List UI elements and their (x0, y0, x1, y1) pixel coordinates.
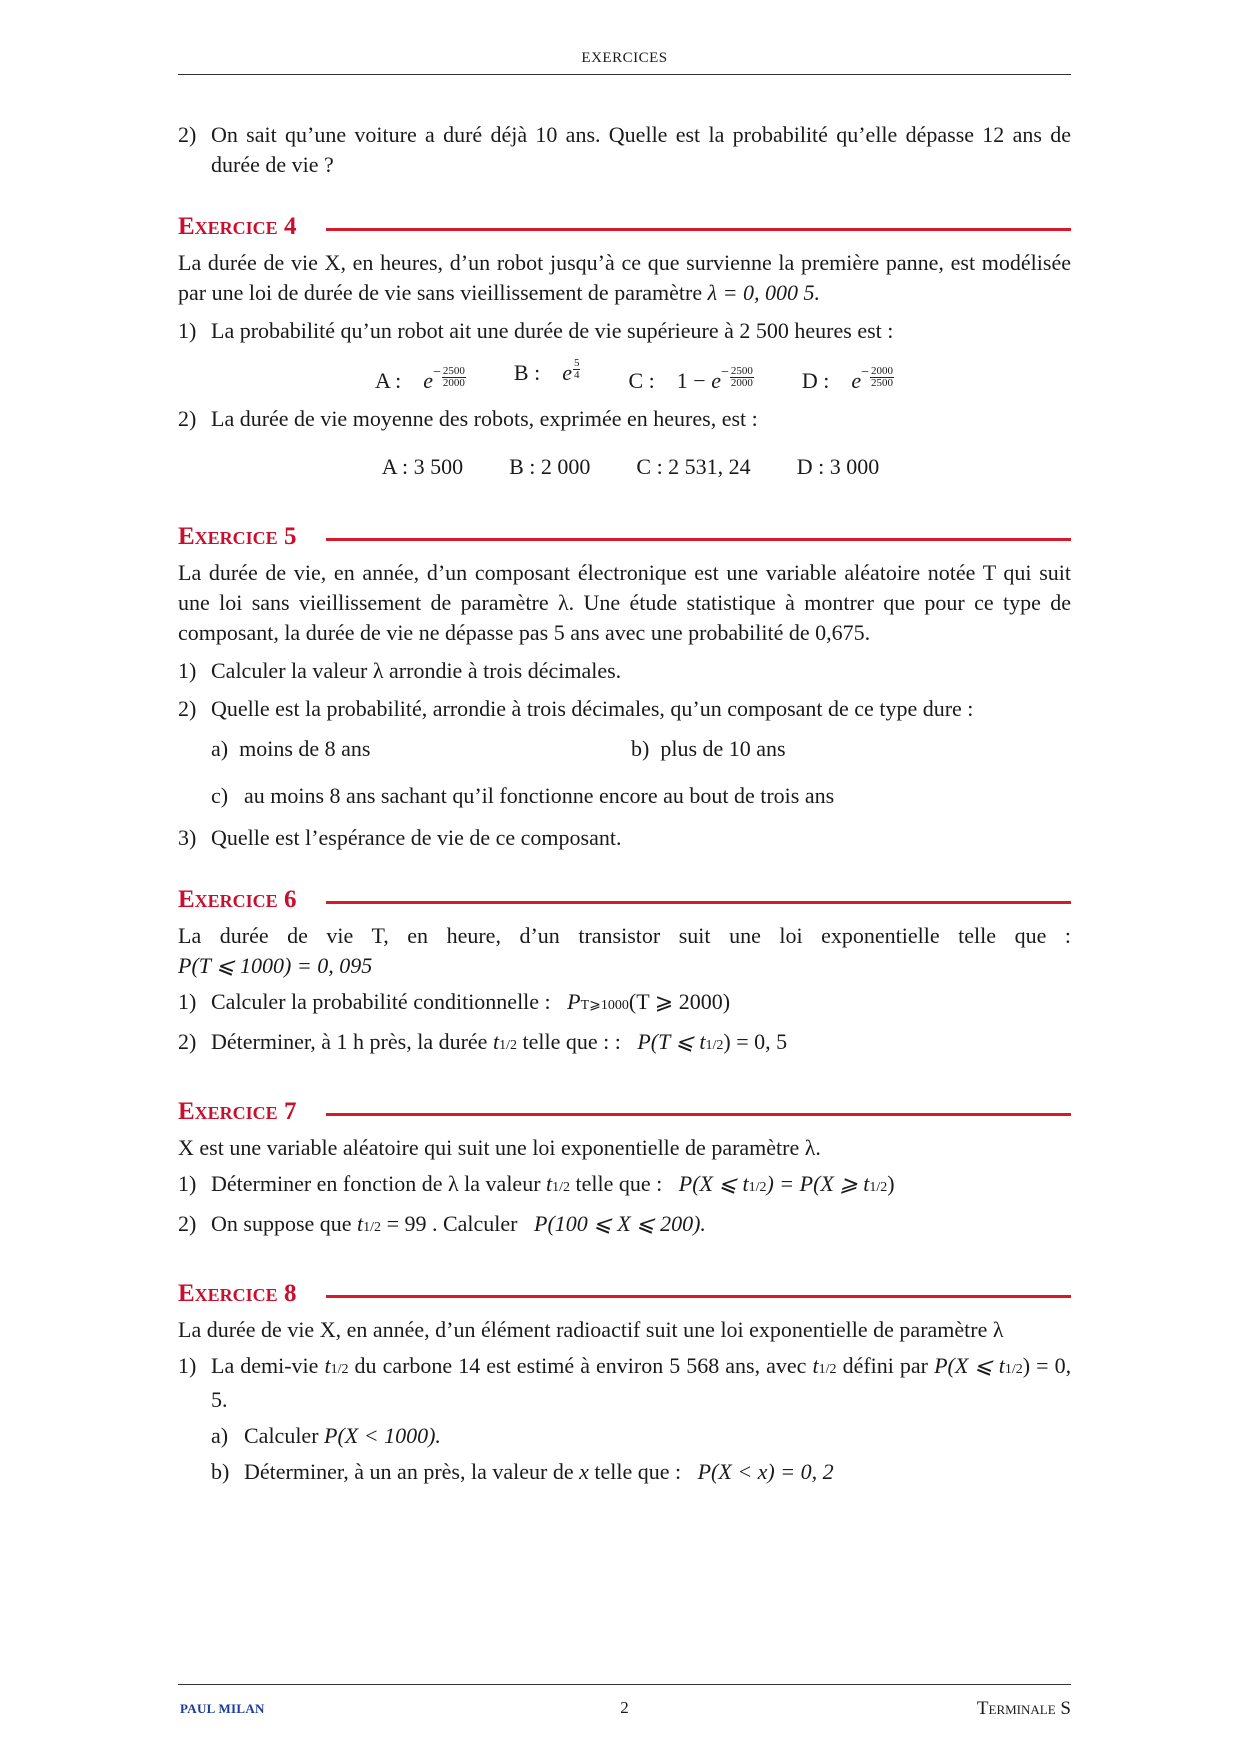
math-expr: ) (887, 1171, 895, 1196)
math-subscript: T⩾1000 (580, 998, 629, 1013)
exponent-fraction (870, 366, 894, 389)
item-number: 1) (178, 1171, 197, 1196)
item-number: 1) (178, 989, 197, 1014)
exercise-7-intro: X est une variable aléatoire qui suit une loi exponentielle de paramètre λ. (178, 1135, 821, 1160)
choice-label: C : (628, 368, 655, 393)
footer-level: Terminale S (976, 1698, 1071, 1719)
exercise-title-text: Exercice 7 (178, 1098, 297, 1125)
math-subscript: 1/2 (499, 1038, 517, 1053)
choice-label: D : (801, 368, 830, 393)
intro-text: La durée de vie X, en heures, d’un robot jusqu’à ce que survienne la première panne, est modélisée par une loi de durée de vie sans vieillissement de paramètre (178, 250, 1071, 305)
denominator: 2000 (442, 377, 465, 389)
sub-question-a (211, 734, 370, 764)
question-text: On sait qu’une voiture a duré déjà 10 ans. Quelle est la probabilité qu’elle dépasse 12 ans de durée de vie ? (211, 122, 1071, 177)
title-rule (326, 1295, 1071, 1298)
exercise-4-intro (178, 248, 1071, 308)
question-text: Déterminer, à 1 h près, la durée (211, 1029, 488, 1054)
ex7-question-1: 1) Déterminer en fonction de λ la valeur t1/2 telle que : P(X ⩽ t1/2) = P(X ⩾ t1/2) (178, 1169, 1071, 1203)
question-text: Quelle est l’espérance de vie de ce composant. (211, 825, 622, 850)
exercise-8-title (178, 1275, 1071, 1313)
question-text: telle que : : (522, 1029, 621, 1054)
ex5-question-1 (178, 656, 1071, 686)
choice-base: e (711, 368, 721, 393)
question-text: du carbone 14 est estimé à environ 5 568 ans, avec (354, 1353, 807, 1378)
math-expr: P(X < 1000). (324, 1423, 441, 1448)
ex5-q2-ab (178, 734, 1071, 764)
ex4-q2-choices (178, 452, 1071, 482)
exercise-5-intro: La durée de vie, en année, d’un composant électronique est une variable aléatoire notée T qui suit une loi sans vieillissement de paramètre λ. Une étude statistique à montrer que pour ce type de composant, la durée de vie ne dépasse pas 5 ans avec une probabilité de 0,675. (178, 560, 1071, 645)
footer-rule (178, 1684, 1071, 1685)
numerator: 5 (573, 357, 580, 369)
item-number: 1) (178, 318, 197, 343)
question-text: Quelle est la probabilité, arrondie à trois décimales, qu’un composant de ce type dure : (211, 696, 974, 721)
question-text: = 99 . Calculer (386, 1211, 518, 1236)
exercise-8-intro: La durée de vie X, en année, d’un élément radioactif suit une loi exponentielle de paramètre λ (178, 1317, 1004, 1342)
exercise-title-text: Exercice 5 (178, 523, 297, 550)
choice-base: e (851, 368, 862, 393)
math-expr: ) = 0, 5. (211, 1353, 1072, 1412)
math-expr: ) = 0, 5 (723, 1029, 788, 1054)
lambda-value: λ = 0, 000 5. (707, 280, 821, 305)
ex8-sub-question-b (178, 1457, 1071, 1487)
sub-question-b (631, 734, 786, 764)
ex6-question-2: 2) Déterminer, à 1 h près, la durée t1/2 telle que : : P(T ⩽ t1/2) = 0, 5 (178, 1027, 1071, 1061)
math-p: P (567, 989, 581, 1014)
exercise-6-title (178, 881, 1071, 919)
item-number: 2) (178, 122, 197, 147)
sub-text: moins de 8 ans (239, 736, 371, 761)
ex4-question-1 (178, 316, 1071, 346)
denominator: 2000 (730, 377, 753, 389)
choice-c: C : 2 531, 24 (636, 454, 751, 479)
sub-number: c) (211, 783, 229, 808)
exercise-title-text: Exercice 8 (178, 1280, 297, 1307)
denominator: 2500 (871, 377, 894, 389)
math-expr: P(X ⩽ (678, 1171, 743, 1196)
choice-a: A : 3 500 (381, 454, 464, 479)
sub-text: telle que : (594, 1459, 682, 1484)
page-number: 2 (620, 1698, 629, 1717)
math-expr: P(T ⩽ (637, 1029, 700, 1054)
exercise-7-title (178, 1093, 1071, 1131)
numerator: 2000 (871, 365, 894, 377)
sub-text: au moins 8 ans sachant qu’il fonctionne encore au bout de trois ans (244, 783, 835, 808)
question-text: Déterminer en fonction de λ la valeur (211, 1171, 541, 1196)
footer-author: PAUL MILAN (180, 1701, 265, 1716)
exercise-5-title (178, 518, 1071, 556)
choice-b: B : 2 000 (509, 454, 591, 479)
sub-text: plus de 10 ans (660, 736, 786, 761)
ex8-question-1: 1) La demi-vie t1/2 du carbone 14 est estimé à environ 5 568 ans, avec t1/2 défini par P(X ⩽ t1/2) = 0, 5. (178, 1353, 1072, 1412)
ex8-sub-question-a (178, 1421, 1071, 1451)
question-text: La demi-vie (211, 1353, 319, 1378)
choice-b (514, 358, 581, 396)
item-number: 3) (178, 825, 197, 850)
item-number: 2) (178, 406, 197, 431)
ex4-q1-choices (178, 358, 1071, 396)
question-text: La durée de vie moyenne des robots, exprimée en heures, est : (211, 406, 758, 431)
math-expr: P(X < x) = 0, 2 (697, 1459, 834, 1484)
exercise-6-intro-math: P(T ⩽ 1000) = 0, 095 (178, 953, 373, 978)
denominator: 4 (573, 369, 580, 381)
question-text: Calculer la valeur λ arrondie à trois décimales. (211, 658, 622, 683)
exponent-fraction (442, 366, 466, 389)
title-rule (326, 1113, 1071, 1116)
choice-base: e (423, 368, 434, 393)
question-text: Calculer la probabilité conditionnelle : (211, 989, 551, 1014)
exercise-title-text: Exercice 4 (178, 213, 297, 240)
item-number: 1) (178, 1353, 197, 1378)
sub-text: Calculer (244, 1423, 319, 1448)
item-number: 1) (178, 658, 197, 683)
page-content (178, 120, 1071, 1487)
sub-number: a) (211, 1423, 229, 1448)
math-t: t (492, 1029, 500, 1054)
ex5-question-2 (178, 694, 1071, 724)
math-expr: P(100 ⩽ X ⩽ 200). (534, 1211, 706, 1236)
exercise-6-intro: La durée de vie T, en heure, d’un transistor suit une loi exponentielle telle que : (178, 923, 1071, 948)
exponent-fraction (730, 366, 754, 389)
title-rule (326, 901, 1071, 904)
exercise-title-text: Exercice 6 (178, 886, 297, 913)
numerator: 2500 (730, 365, 753, 377)
choice-prefix: 1 − (676, 368, 712, 393)
title-rule (326, 228, 1071, 231)
sub-text: Déterminer, à un an près, la valeur de (244, 1459, 574, 1484)
item-number: 2) (178, 1211, 197, 1236)
page-header: EXERCICES (581, 50, 668, 66)
ex6-question-1 (178, 987, 1071, 1021)
exercise-4-title (178, 208, 1071, 246)
title-rule (326, 538, 1071, 541)
question-text: telle que : (575, 1171, 663, 1196)
ex4-question-2 (178, 404, 1071, 434)
ex3-question-2 (178, 120, 1071, 180)
ex5-question-3 (178, 823, 1071, 853)
sub-number: b) (631, 736, 650, 761)
ex7-question-2: 2) On suppose que t1/2 = 99 . Calculer P(100 ⩽ X ⩽ 200). (178, 1209, 1071, 1243)
question-text: La probabilité qu’un robot ait une durée de vie supérieure à 2 500 heures est : (211, 318, 894, 343)
sub-question-c (178, 781, 1071, 811)
choice-a: A : e− $\frac{2500}{2000}$ (374, 365, 465, 393)
numerator: 2500 (442, 365, 465, 377)
math-rest: (T ⩾ 2000) (628, 989, 731, 1014)
exponent-fraction (573, 358, 581, 381)
sub-number: a) (211, 736, 229, 761)
item-number: 2) (178, 1029, 197, 1054)
math-expr: ) = P(X ⩾ (766, 1171, 864, 1196)
math-expr: P(X ⩽ (934, 1353, 999, 1378)
header-rule (178, 74, 1071, 75)
item-number: 2) (178, 696, 197, 721)
choice-label: B : (513, 360, 541, 385)
choice-d: D : 3 000 (796, 454, 880, 479)
choice-d: D : e− $\frac{2000}{2500}$ (801, 365, 894, 393)
question-text: On suppose que (211, 1211, 352, 1236)
sub-number: b) (211, 1459, 230, 1484)
math-x: x (579, 1459, 589, 1484)
choice-label: A : (374, 368, 402, 393)
question-text: défini par (842, 1353, 929, 1378)
choice-c: C : 1 − e− $\frac{2500}{2000}$ (628, 365, 753, 393)
choice-base: e (562, 360, 572, 385)
